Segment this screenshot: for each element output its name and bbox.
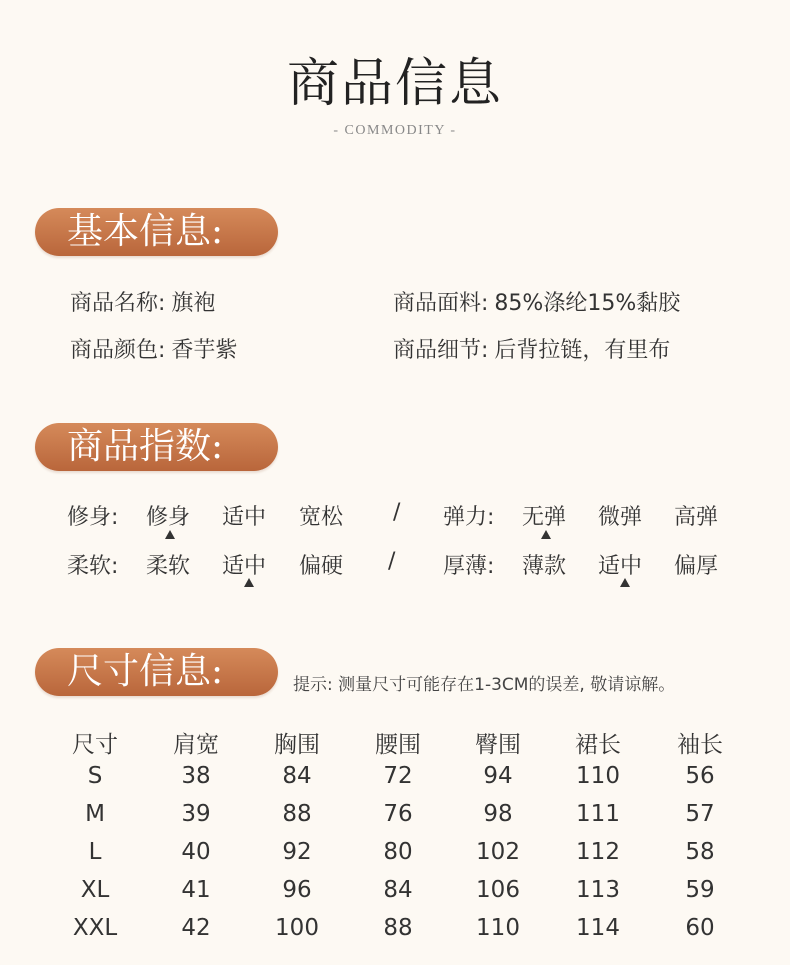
- table-cell: 80: [383, 839, 413, 865]
- table-cell: 84: [383, 877, 413, 903]
- index-option: 无弹: [522, 505, 567, 530]
- index-option: 宽松: [299, 505, 344, 530]
- index-option: 适中: [222, 505, 267, 530]
- table-header: 尺寸: [72, 732, 118, 758]
- table-cell: XXL: [72, 915, 118, 941]
- page-title: 商品信息: [286, 54, 503, 114]
- index-option: 薄款: [522, 554, 567, 579]
- table-cell: 100: [275, 915, 319, 941]
- table-cell: 56: [685, 763, 715, 789]
- field-value: 85%涤纶15%黏胶: [494, 291, 681, 316]
- field-label: 商品颜色:: [70, 338, 166, 363]
- index-separator: /: [393, 500, 401, 525]
- table-header: 胸围: [274, 732, 320, 758]
- table-cell: 72: [383, 763, 413, 789]
- field-label: 商品名称:: [70, 291, 166, 316]
- index-label-fit: 修身:: [67, 505, 119, 530]
- table-header: 腰围: [375, 732, 421, 758]
- table-cell: 59: [685, 877, 715, 903]
- size-info-heading: 尺寸信息:: [35, 648, 278, 696]
- table-header: 臀围: [475, 732, 521, 758]
- table-cell: M: [85, 801, 105, 827]
- selected-marker-icon: [541, 530, 551, 539]
- table-cell: 58: [685, 839, 715, 865]
- field-detail: [393, 333, 670, 364]
- index-option: 柔软: [146, 554, 191, 579]
- table-cell: 88: [383, 915, 413, 941]
- index-option: 偏厚: [674, 554, 719, 579]
- table-cell: 76: [383, 801, 413, 827]
- table-cell: 42: [181, 915, 211, 941]
- table-cell: 110: [576, 763, 620, 789]
- table-header: 裙长: [575, 732, 621, 758]
- table-cell: 41: [181, 877, 211, 903]
- table-cell: 110: [476, 915, 520, 941]
- table-cell: 40: [181, 839, 211, 865]
- index-option: 适中: [598, 554, 643, 579]
- table-cell: 84: [282, 763, 312, 789]
- index-option: 微弹: [598, 505, 643, 530]
- selected-marker-icon: [244, 578, 254, 587]
- table-cell: 113: [576, 877, 620, 903]
- table-header: 肩宽: [173, 732, 219, 758]
- index-option: 高弹: [674, 505, 719, 530]
- index-option: 修身: [146, 505, 191, 530]
- table-cell: 57: [685, 801, 715, 827]
- product-index-heading: 商品指数:: [35, 423, 278, 471]
- table-cell: 114: [576, 915, 620, 941]
- table-cell: 39: [181, 801, 211, 827]
- table-cell: 38: [181, 763, 211, 789]
- selected-marker-icon: [165, 530, 175, 539]
- table-cell: S: [87, 763, 103, 789]
- index-label-elasticity: 弹力:: [443, 505, 495, 530]
- page-subtitle: - COMMODITY -: [333, 123, 457, 138]
- table-cell: 60: [685, 915, 715, 941]
- table-cell: 111: [576, 801, 620, 827]
- table-cell: 106: [476, 877, 520, 903]
- table-cell: 94: [483, 763, 513, 789]
- index-option: 偏硬: [299, 554, 344, 579]
- index-label-thickness: 厚薄:: [443, 554, 495, 579]
- index-label-softness: 柔软:: [67, 554, 119, 579]
- index-separator: /: [388, 549, 396, 574]
- table-cell: XL: [80, 877, 110, 903]
- field-value: 香芋紫: [171, 338, 238, 363]
- basic-info-heading: 基本信息:: [35, 208, 278, 256]
- table-cell: L: [88, 839, 102, 865]
- table-header: 袖长: [677, 732, 723, 758]
- table-cell: 98: [483, 801, 513, 827]
- field-label: 商品细节:: [393, 338, 489, 363]
- table-cell: 102: [476, 839, 520, 865]
- measurement-note: 提示: 测量尺寸可能存在1-3CM的误差, 敬请谅解。: [293, 675, 676, 695]
- field-value: 后背拉链，有里布: [494, 338, 671, 363]
- table-cell: 96: [282, 877, 312, 903]
- table-cell: 88: [282, 801, 312, 827]
- field-fabric: [393, 286, 680, 317]
- field-label: 商品面料:: [393, 291, 489, 316]
- table-cell: 92: [282, 839, 312, 865]
- selected-marker-icon: [620, 578, 630, 587]
- index-option: 适中: [222, 554, 267, 579]
- field-value: 旗袍: [171, 291, 216, 316]
- field-color: [70, 333, 237, 364]
- field-name: [70, 286, 215, 317]
- table-cell: 112: [576, 839, 620, 865]
